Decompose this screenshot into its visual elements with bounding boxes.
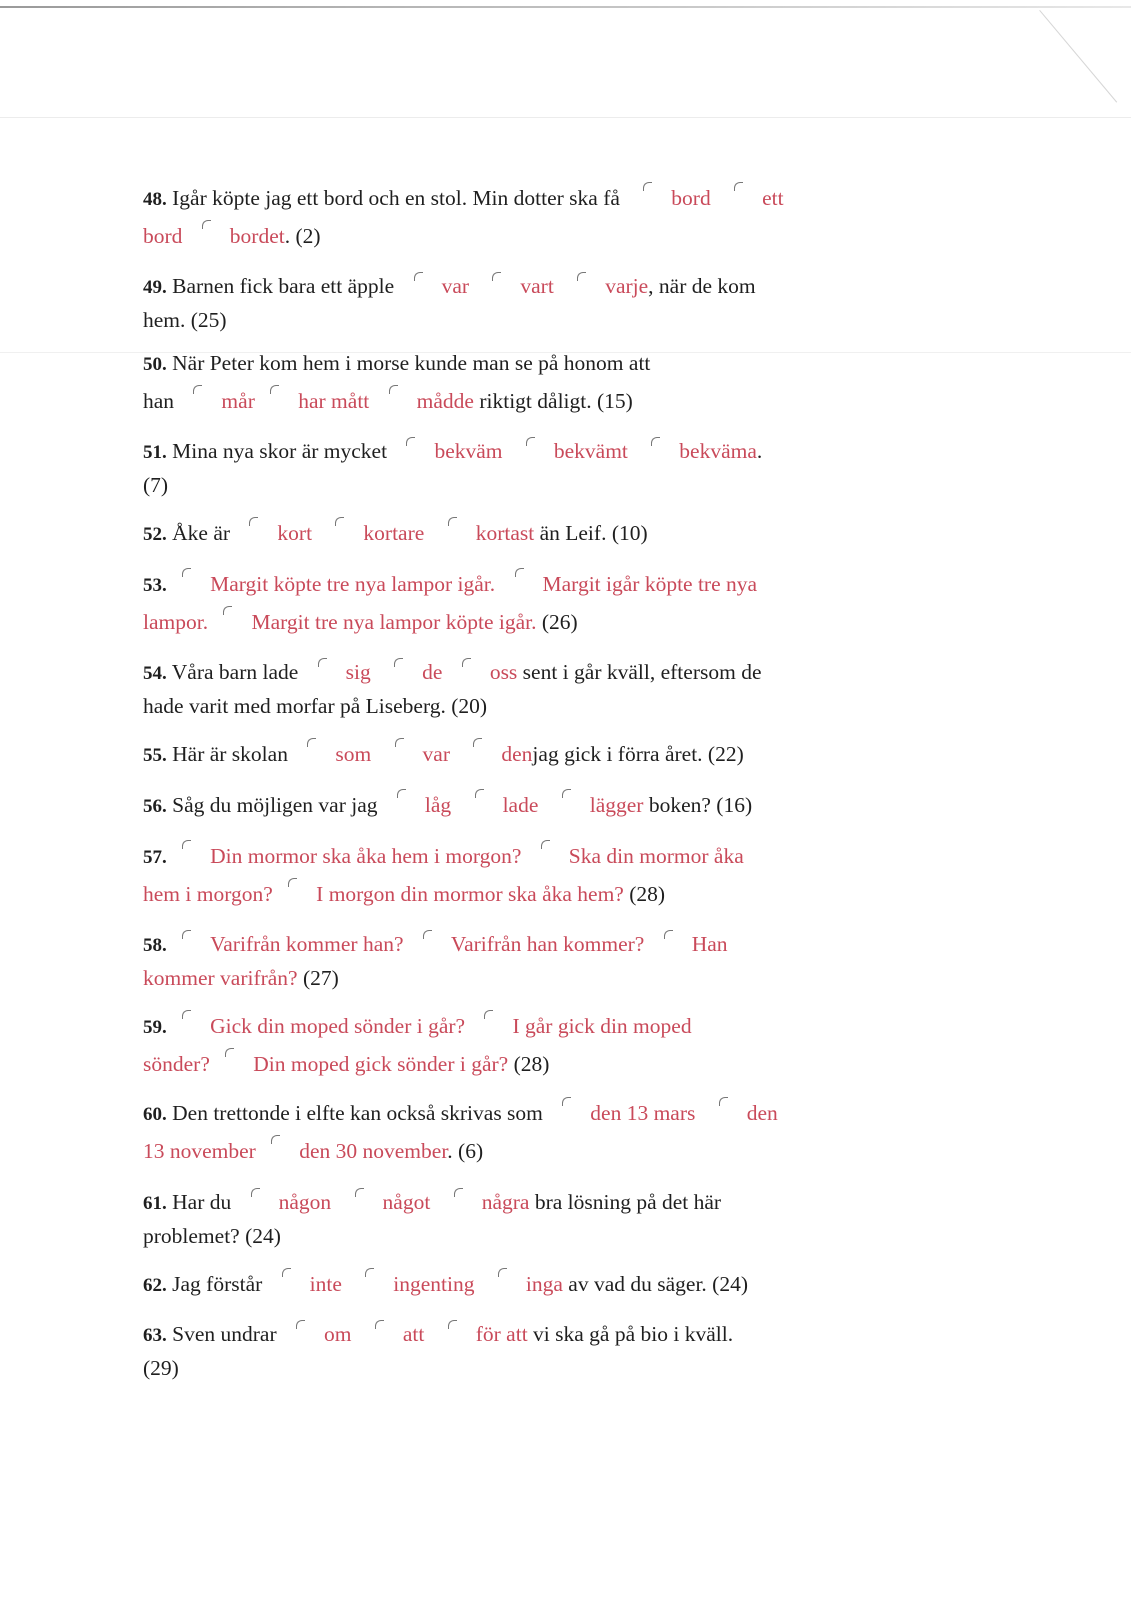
question-text: Åke är	[172, 521, 231, 545]
question-53	[143, 566, 843, 641]
question-text: Sven undrar	[172, 1322, 277, 1346]
option-label: Margit köpte tre nya lampor igår.	[210, 572, 496, 596]
radio-button[interactable]	[480, 1008, 498, 1026]
question-text: vi ska gå på bio i kväll.	[533, 1322, 734, 1346]
radio-button[interactable]	[402, 435, 420, 453]
option-label: var	[441, 274, 470, 298]
question-57	[143, 838, 843, 913]
radio-button[interactable]	[537, 838, 555, 856]
radio-button[interactable]	[494, 1266, 512, 1284]
question-number: 61.	[143, 1193, 167, 1214]
radio-button[interactable]	[511, 566, 529, 584]
question-text: hem. (25)	[143, 308, 227, 332]
question-text: Våra barn lade	[171, 660, 299, 684]
radio-button[interactable]	[558, 787, 576, 805]
option-label: Margit igår köpte tre nya	[542, 572, 758, 596]
question-number: 48.	[143, 189, 167, 210]
radio-button[interactable]	[314, 656, 332, 674]
radio-button[interactable]	[410, 270, 428, 288]
question-52	[143, 515, 843, 553]
question-number: 62.	[143, 1275, 167, 1296]
question-number: 56.	[143, 796, 167, 817]
question-text: han	[143, 389, 175, 413]
option-label: låg	[424, 793, 452, 817]
option-label: sönder?	[143, 1052, 210, 1076]
question-text: Såg du möjligen var jag	[172, 793, 378, 817]
radio-button[interactable]	[371, 1318, 389, 1336]
radio-button[interactable]	[469, 736, 487, 754]
question-63	[143, 1318, 843, 1384]
question-62	[143, 1266, 843, 1304]
radio-button[interactable]	[198, 218, 216, 236]
question-51	[143, 435, 843, 501]
question-text: när de kom	[658, 274, 756, 298]
question-number: 57.	[143, 847, 167, 868]
question-text: sent i går kväll, eftersom de	[522, 660, 762, 684]
radio-button[interactable]	[444, 515, 462, 533]
option-label: den 13 mars	[590, 1101, 696, 1125]
option-label: ett	[762, 186, 784, 210]
question-number: 63.	[143, 1325, 167, 1346]
option-label: några	[481, 1190, 530, 1214]
radio-button[interactable]	[178, 1008, 196, 1026]
points: (29)	[143, 1356, 179, 1380]
radio-button[interactable]	[245, 515, 263, 533]
question-text: bra lösning på det här	[534, 1190, 722, 1214]
radio-button[interactable]	[292, 1318, 310, 1336]
question-60	[143, 1095, 843, 1170]
radio-button[interactable]	[390, 656, 408, 674]
option-label: Han	[691, 932, 728, 956]
option-label: bord	[143, 224, 183, 248]
option-label: bekväma	[679, 439, 757, 463]
radio-button[interactable]	[385, 383, 403, 401]
option-label: ingenting	[393, 1272, 475, 1296]
question-text: Igår köpte jag ett bord och en stol. Min dotter ska få	[172, 186, 620, 210]
question-61	[143, 1186, 843, 1252]
question-number: 55.	[143, 745, 167, 766]
question-text: problemet? (24)	[143, 1224, 281, 1248]
question-text: boken? (16)	[648, 793, 753, 817]
radio-button[interactable]	[522, 435, 540, 453]
question-text: jag gick i förra året. (22)	[532, 742, 744, 766]
question-number: 51.	[143, 442, 167, 463]
option-label: att	[402, 1322, 425, 1346]
radio-button[interactable]	[471, 787, 489, 805]
option-label: bordet	[229, 224, 285, 248]
radio-button[interactable]	[247, 1186, 265, 1204]
radio-button[interactable]	[267, 1133, 285, 1151]
option-label: mådde	[416, 389, 474, 413]
radio-button[interactable]	[450, 1186, 468, 1204]
option-label: den	[501, 742, 533, 766]
option-label: Ska din mormor åka	[568, 844, 744, 868]
option-label: var	[422, 742, 450, 766]
option-label: vart	[520, 274, 554, 298]
radio-button[interactable]	[178, 928, 196, 946]
option-label: sig	[345, 660, 371, 684]
radio-button[interactable]	[351, 1186, 369, 1204]
question-59	[143, 1008, 843, 1083]
scan-edge-line	[0, 6, 1131, 8]
radio-button[interactable]	[419, 928, 437, 946]
radio-button[interactable]	[361, 1266, 379, 1284]
radio-button[interactable]	[639, 180, 657, 198]
question-number: 54.	[143, 663, 167, 684]
question-number: 50.	[143, 354, 167, 375]
radio-button[interactable]	[458, 656, 476, 674]
scan-fold-line	[0, 117, 1131, 118]
question-text: än Leif. (10)	[539, 521, 648, 545]
option-label: Margit tre nya lampor köpte igår.	[251, 610, 537, 634]
question-number: 58.	[143, 935, 167, 956]
question-text: Har du	[172, 1190, 232, 1214]
question-58	[143, 928, 843, 994]
option-label: oss	[489, 660, 518, 684]
option-label: för att	[475, 1322, 528, 1346]
option-label: varje	[605, 274, 649, 298]
option-label: lade	[502, 793, 539, 817]
scan-corner-mark	[1039, 10, 1117, 103]
question-text: av vad du säger. (24)	[568, 1272, 748, 1296]
points: (27)	[302, 966, 339, 990]
option-label: mår	[221, 389, 255, 413]
option-label: de	[422, 660, 443, 684]
radio-button[interactable]	[573, 270, 591, 288]
question-48: 48. Igår köpte jag ett bord och en stol. Min dotter ska få bord ett bord bordet. (2)	[143, 180, 843, 255]
option-label: någon	[278, 1190, 332, 1214]
question-text: Mina nya skor är mycket	[172, 439, 388, 463]
radio-button[interactable]	[444, 1318, 462, 1336]
option-label: I går gick din moped	[512, 1014, 692, 1038]
option-label: Din mormor ska åka hem i morgon?	[210, 844, 522, 868]
option-label: om	[324, 1322, 352, 1346]
option-label: har mått	[298, 389, 370, 413]
radio-button[interactable]	[488, 270, 506, 288]
option-label: I morgon din mormor ska åka hem?	[316, 882, 624, 906]
radio-button[interactable]	[730, 180, 748, 198]
option-label: kortare	[363, 521, 425, 545]
question-55	[143, 736, 843, 774]
radio-button[interactable]	[558, 1095, 576, 1113]
radio-button[interactable]	[178, 566, 196, 584]
option-label: bord	[671, 186, 711, 210]
radio-button[interactable]	[284, 876, 302, 894]
question-text: Barnen fick bara ett äpple	[172, 274, 395, 298]
question-number: 60.	[143, 1104, 167, 1125]
radio-button[interactable]	[660, 928, 678, 946]
radio-button[interactable]	[391, 736, 409, 754]
question-54	[143, 656, 843, 722]
radio-button[interactable]	[715, 1095, 733, 1113]
radio-button[interactable]	[331, 515, 349, 533]
points: (7)	[143, 473, 169, 497]
option-label: Varifrån kommer han?	[210, 932, 404, 956]
points: (2)	[295, 224, 321, 248]
points: . (6)	[447, 1139, 484, 1163]
question-49: 49. Barnen fick bara ett äpple var vart varje, när de kom hem. (25)	[143, 270, 843, 336]
option-label: inte	[309, 1272, 342, 1296]
option-label: lampor.	[143, 610, 209, 634]
option-label: Din moped gick sönder i går?	[253, 1052, 509, 1076]
question-50	[143, 345, 843, 420]
option-label: kort	[277, 521, 313, 545]
option-label: den	[746, 1101, 778, 1125]
option-label: något	[382, 1190, 431, 1214]
option-label: Gick din moped sönder i går?	[210, 1014, 466, 1038]
radio-button[interactable]	[189, 383, 207, 401]
points: (28)	[629, 882, 666, 906]
radio-button[interactable]	[647, 435, 665, 453]
option-label: som	[335, 742, 372, 766]
question-text: Den trettonde i elfte kan också skrivas som	[172, 1101, 543, 1125]
question-number: 59.	[143, 1017, 167, 1038]
radio-button[interactable]	[266, 383, 284, 401]
question-56	[143, 787, 843, 825]
radio-button[interactable]	[278, 1266, 296, 1284]
option-label: lägger	[589, 793, 644, 817]
option-label: hem i morgon?	[143, 882, 273, 906]
option-label: bekväm	[434, 439, 503, 463]
points: (28)	[513, 1052, 550, 1076]
option-label: kortast	[475, 521, 535, 545]
question-text: hade varit med morfar på Liseberg. (20)	[143, 694, 488, 718]
punctuation: .	[756, 439, 763, 463]
radio-button[interactable]	[221, 1046, 239, 1064]
question-number: 53.	[143, 575, 167, 596]
radio-button[interactable]	[219, 604, 237, 622]
question-text: Här är skolan	[172, 742, 288, 766]
option-label: bekvämt	[553, 439, 628, 463]
option-label: 13 november	[143, 1139, 256, 1163]
question-number: 49.	[143, 277, 167, 298]
option-label: inga	[525, 1272, 563, 1296]
question-text: Jag förstår	[172, 1272, 263, 1296]
radio-button[interactable]	[393, 787, 411, 805]
radio-button[interactable]	[178, 838, 196, 856]
option-label: Varifrån han kommer?	[450, 932, 645, 956]
points: (26)	[541, 610, 578, 634]
option-label: kommer varifrån?	[143, 966, 298, 990]
question-text: riktigt dåligt. (15)	[479, 389, 633, 413]
question-number: 52.	[143, 524, 167, 545]
option-label: den 30 november	[299, 1139, 448, 1163]
radio-button[interactable]	[303, 736, 321, 754]
question-text: När Peter kom hem i morse kunde man se på honom att	[172, 351, 651, 375]
